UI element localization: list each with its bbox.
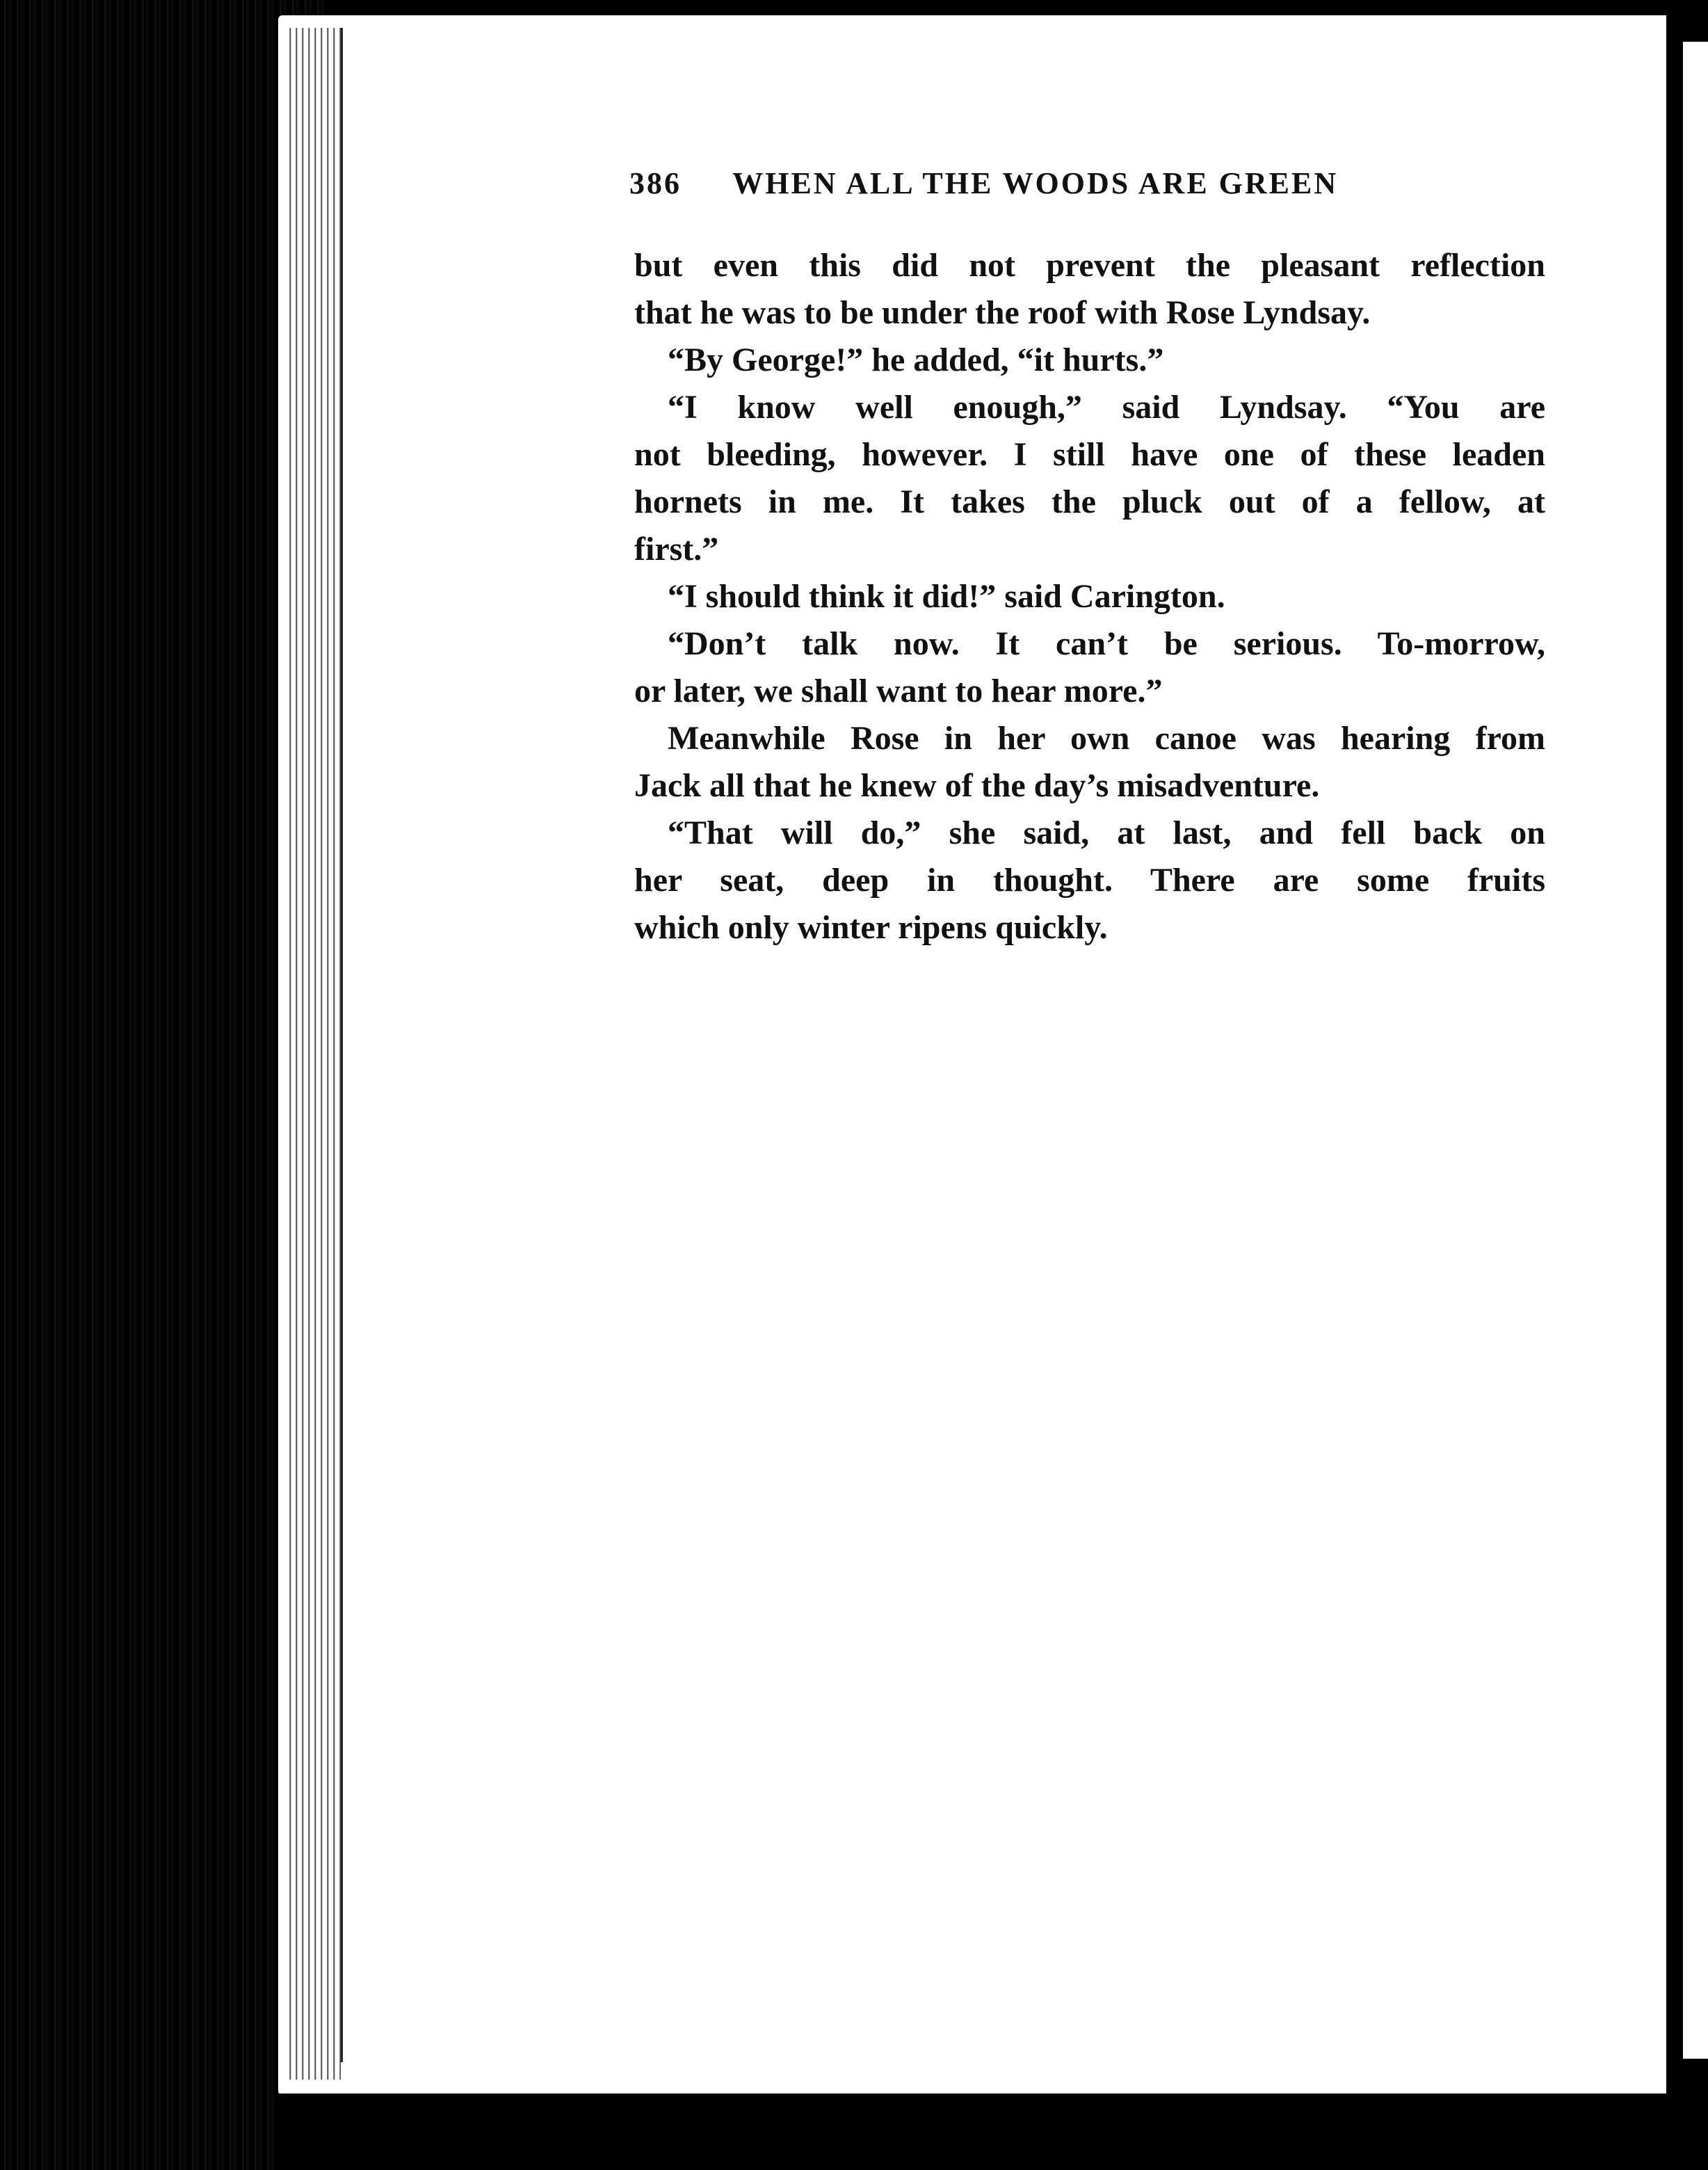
paragraph — [634, 620, 1545, 715]
text-line: “That will do,” she said, at last, and fell back on — [668, 814, 1545, 851]
text-line: her seat, deep in thought. There are some fruits — [634, 862, 1545, 899]
text-line: or later, we shall want to hear more.” — [634, 673, 1163, 709]
paragraph — [634, 242, 1545, 337]
page-number: 386 — [629, 166, 682, 200]
facing-page-edge — [1683, 42, 1708, 2059]
paragraph — [634, 337, 1545, 384]
text-line: first.” — [634, 531, 719, 568]
running-head — [629, 166, 1415, 201]
paragraph — [634, 573, 1545, 620]
text-line: which only winter ripens quickly. — [634, 909, 1108, 946]
text-line: not bleeding, however. I still have one of these leaden — [634, 436, 1545, 473]
running-title: WHEN ALL THE WOODS ARE GREEN — [732, 166, 1339, 200]
text-line: “By George!” he added, “it hurts.” — [668, 341, 1164, 378]
text-line: hornets in me. It takes the pluck out of a fellow, at — [634, 483, 1545, 520]
body-text — [634, 242, 1545, 951]
paragraph — [634, 810, 1545, 951]
text-line: Jack all that he knew of the day’s misadventure. — [634, 767, 1320, 804]
paragraph — [634, 715, 1545, 810]
text-line: Meanwhile Rose in her own canoe was hearing from — [668, 720, 1545, 757]
text-line: but even this did not prevent the pleasant reflection — [634, 247, 1545, 284]
text-line: “Don’t talk now. It can’t be serious. To-morrow, — [668, 625, 1545, 662]
page-edges — [285, 28, 341, 2080]
bottom-shadow — [278, 2093, 1708, 2170]
text-line: “I know well enough,” said Lyndsay. “You are — [668, 389, 1545, 426]
text-line: that he was to be under the roof with Rose Lyndsay. — [634, 294, 1371, 331]
text-line: “I should think it did!” said Carington. — [668, 578, 1225, 615]
paragraph — [634, 384, 1545, 573]
